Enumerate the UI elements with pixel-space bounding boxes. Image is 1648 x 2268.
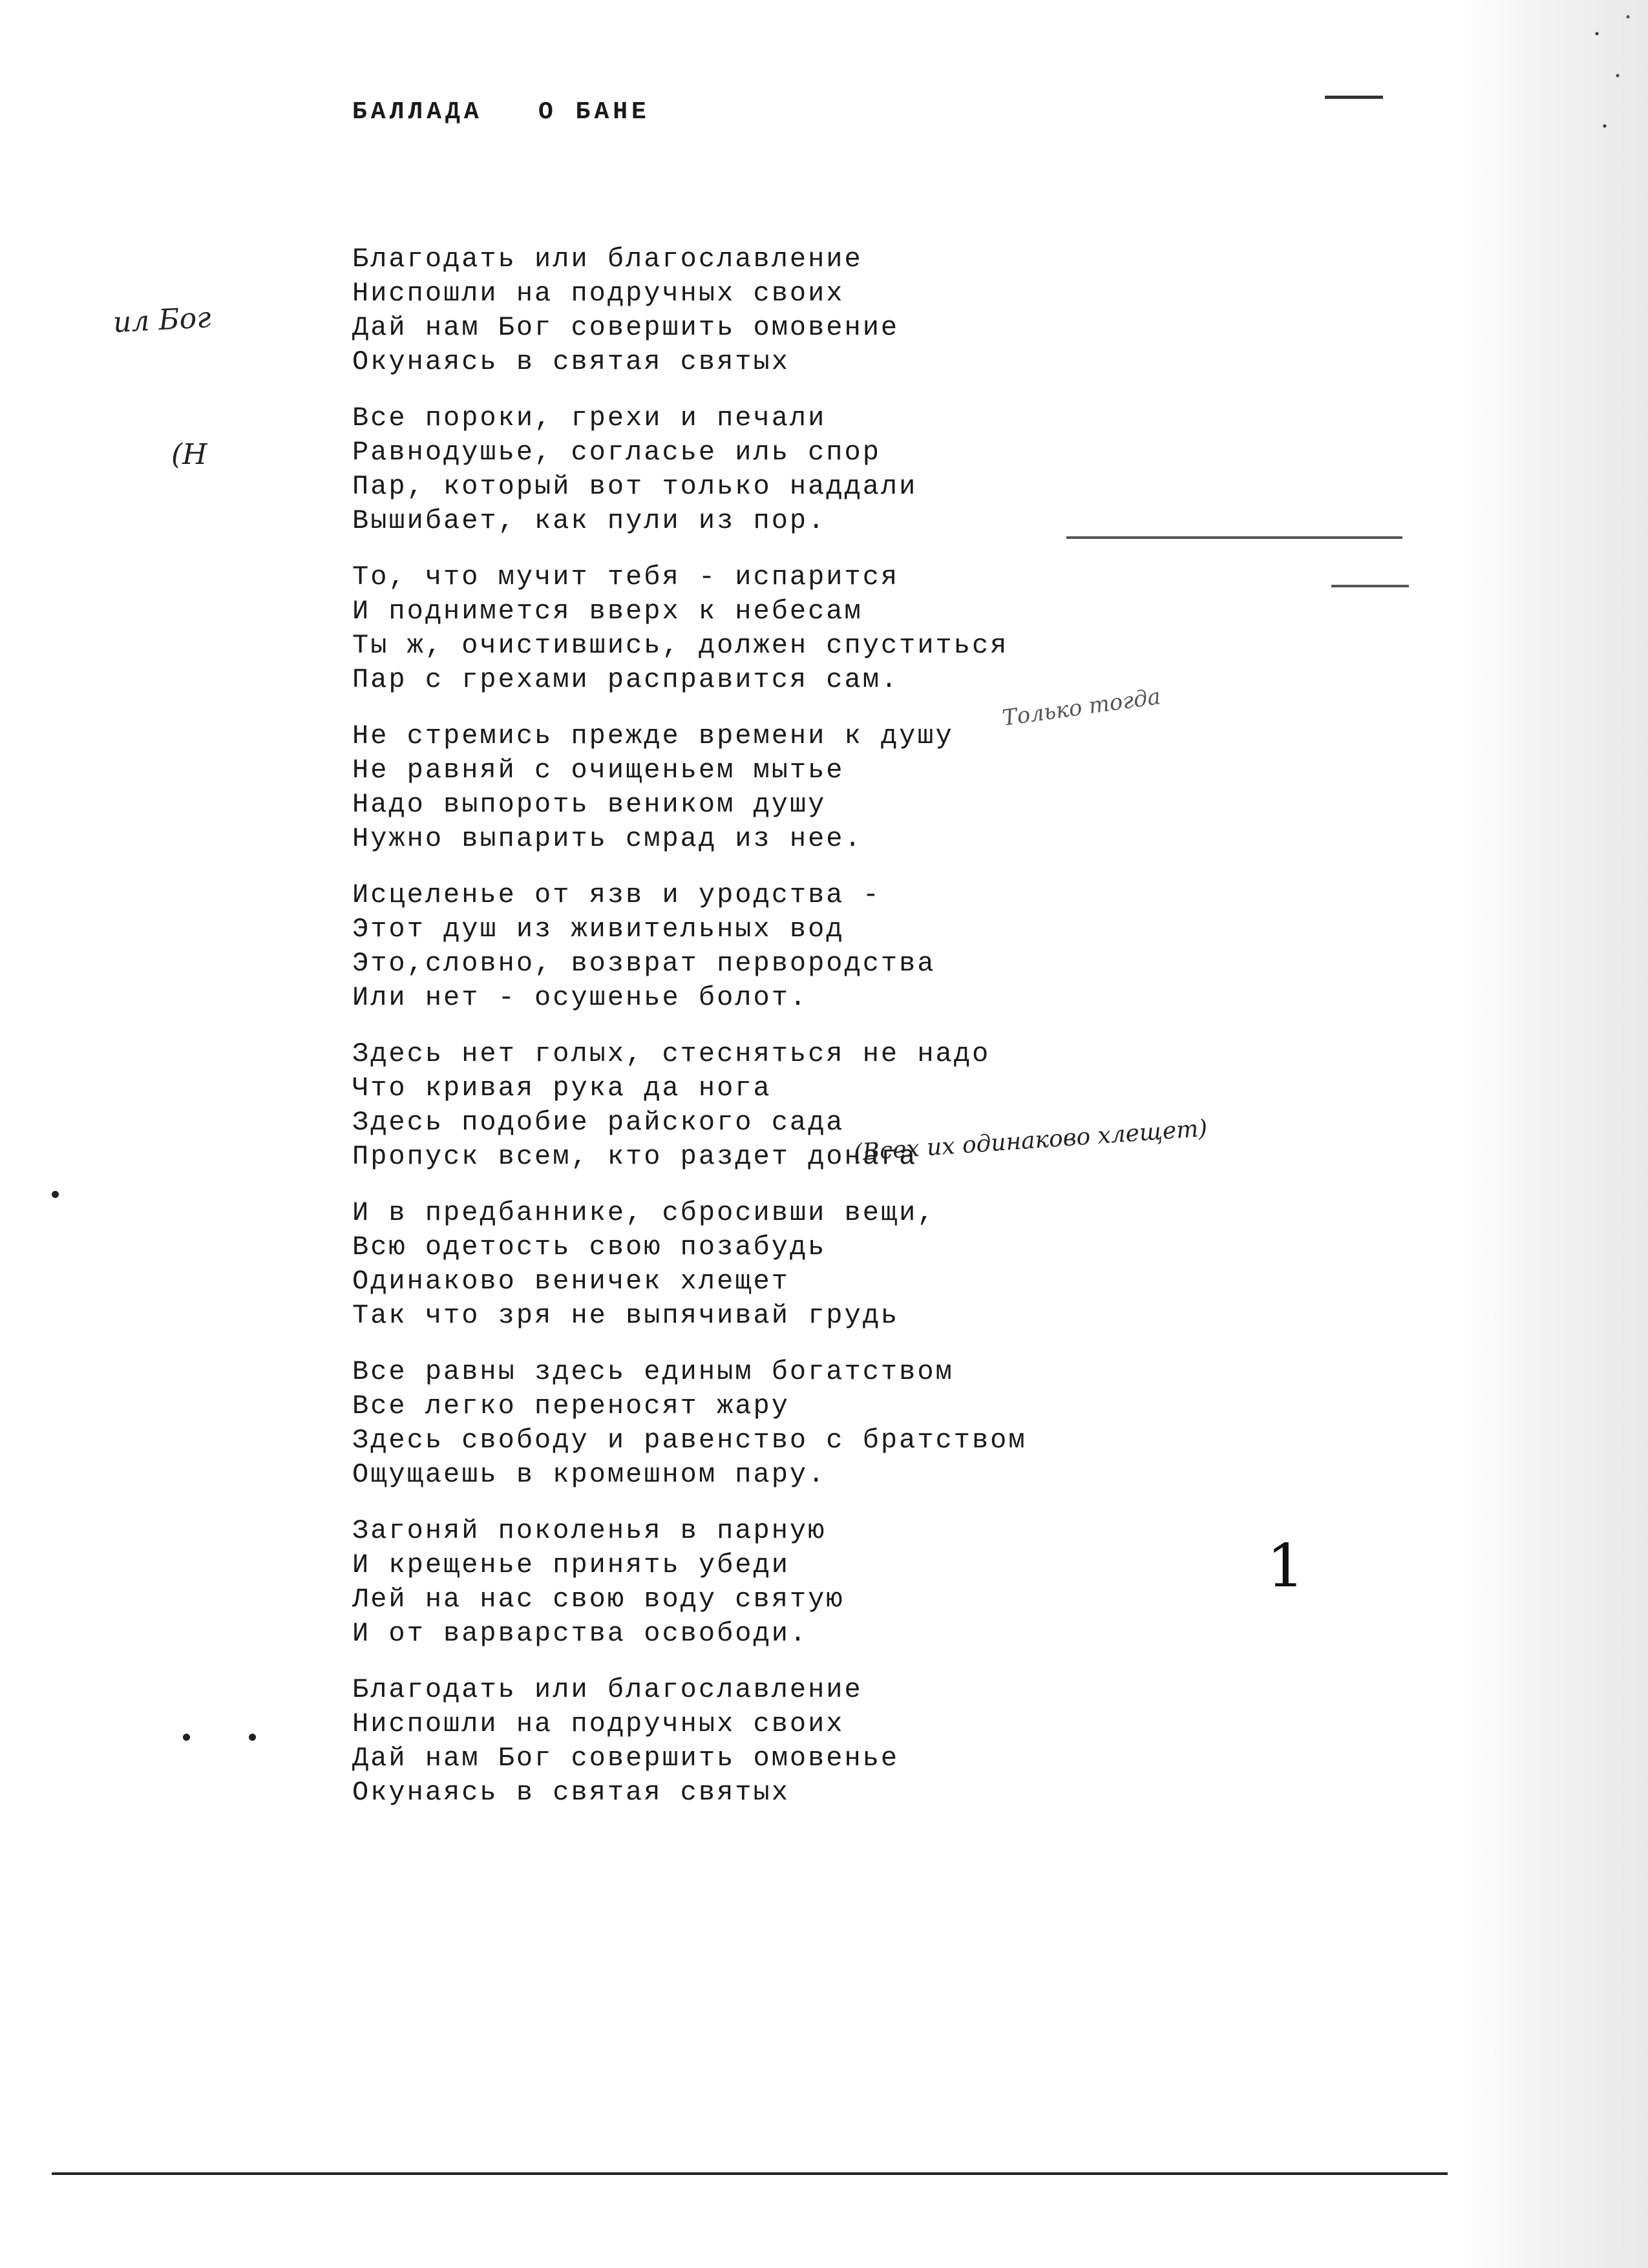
handwritten-note: Только тогда [1000, 684, 1163, 731]
stanza-2 [352, 401, 1192, 538]
page-number: 1 [1267, 1531, 1305, 1601]
poem-line: Пар, который вот только наддали [352, 471, 918, 502]
poem-line: Здесь свободу и равенство с братством [352, 1425, 1027, 1456]
poem-line: Ниспошли на подручных своих [352, 278, 845, 309]
stray-dot [52, 1191, 59, 1198]
poem-line: Здесь нет голых, стесняться не надо [352, 1038, 991, 1069]
poem-line: Не стремись прежде времени к душу [352, 720, 954, 751]
stanza-5 [352, 878, 1192, 1015]
poem-line: И поднимется вверх к небесам [352, 596, 863, 627]
stanza-9 [352, 1514, 1192, 1651]
margin-annotation: ил Бог [112, 301, 212, 339]
poem-line: Вышибает, как пули из пор. [352, 505, 827, 536]
poem-line: Исцеленье от язв и уродства - [352, 879, 881, 910]
handwritten-note: (Всех их одинаково хлещет) [852, 1115, 1209, 1167]
poem-line: Равнодушье, согласье иль спор [352, 437, 881, 468]
margin-annotation: (Н [171, 438, 207, 471]
stray-mark [1066, 536, 1402, 539]
poem-title: БАЛЛАДА О БАНЕ [352, 98, 650, 126]
stanza-4 [352, 719, 1192, 856]
stray-dot [249, 1734, 256, 1741]
poem-line: Загоняй поколенья в парную [352, 1515, 827, 1546]
stray-mark [1331, 585, 1409, 587]
poem-line: Нужно выпарить смрад из нее. [352, 823, 863, 854]
poem-line: Дай нам Бог совершить омовенье [352, 1743, 900, 1774]
stanza-10 [352, 1673, 1192, 1810]
poem-line: И от варварства освободи. [352, 1618, 808, 1649]
poem-line: Окунаясь в святая святых [352, 1777, 790, 1808]
poem-line: Здесь подобие райского сада [352, 1107, 845, 1138]
poem-line: Благодать или благославление [352, 1674, 863, 1705]
poem-line: Дай нам Бог совершить омовение [352, 312, 900, 343]
poem-line: Пропуск всем, кто раздет донага [352, 1141, 918, 1172]
poem-line: И крещенье принять убеди [352, 1549, 790, 1580]
poem-line: Окунаясь в святая святых [352, 346, 790, 377]
poem-line: И в предбаннике, сбросивши вещи, [352, 1197, 936, 1228]
poem-line: Не равняй с очищеньем мытье [352, 755, 845, 786]
scan-speckle [1587, 0, 1638, 168]
poem-line: Это,словно, возврат первородства [352, 948, 936, 979]
stanza-6 [352, 1037, 1192, 1174]
poem-line: Лей на нас свою воду святую [352, 1584, 845, 1615]
poem-line: Ты ж, очистившись, должен спуститься [352, 630, 1009, 661]
poem-line: Надо выпороть веником душу [352, 789, 827, 820]
poem-line: Что кривая рука да нога [352, 1073, 772, 1104]
stanza-8 [352, 1355, 1192, 1492]
poem-line: Все пороки, грехи и печали [352, 403, 827, 434]
poem-line: Ощущаешь в кромешном пару. [352, 1459, 827, 1490]
poem-line: Этот душ из живительных вод [352, 914, 845, 945]
poem-line: То, что мучит тебя - испарится [352, 562, 900, 593]
poem-line: Ниспошли на подручных своих [352, 1708, 845, 1739]
poem-line: Все легко переносят жару [352, 1391, 790, 1422]
poem-line: Так что зря не выпячивай грудь [352, 1300, 900, 1331]
bottom-rule [52, 2172, 1448, 2175]
poem-line: Все равны здесь единым богатством [352, 1356, 954, 1387]
scan-edge-shadow [1454, 0, 1648, 2268]
stanza-1 [352, 242, 1192, 379]
poem-line: Благодать или благославление [352, 244, 863, 275]
poem-line: Всю одетость свою позабудь [352, 1232, 827, 1263]
poem-line: Пар с грехами расправится сам. [352, 664, 900, 695]
stray-mark [1325, 96, 1383, 99]
stanza-3 [352, 560, 1192, 697]
stanza-7 [352, 1196, 1192, 1333]
stray-dot [183, 1734, 190, 1741]
poem-body [352, 242, 1192, 1832]
poem-line: Или нет - осушенье болот. [352, 982, 808, 1013]
poem-line: Одинаково веничек хлещет [352, 1266, 790, 1297]
